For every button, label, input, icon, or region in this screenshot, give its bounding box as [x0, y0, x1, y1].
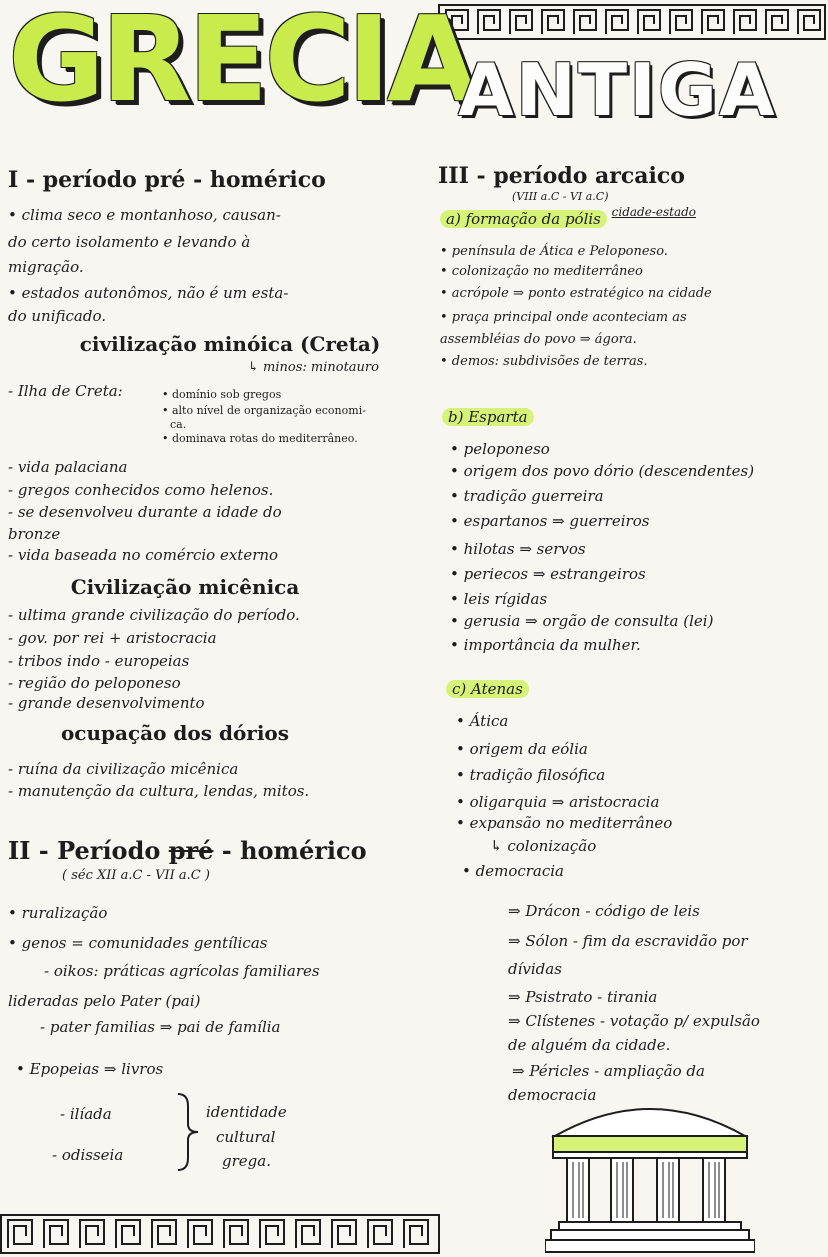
book-item: - odisseia: [52, 1146, 124, 1164]
text-line: • gerusia ⇒ orgão de consulta (lei): [450, 612, 714, 630]
text-line: - vida palaciana: [8, 458, 128, 476]
greek-key-border-bottom: [0, 1214, 440, 1254]
text-line: ⇒ Drácon - código de leis: [508, 902, 700, 920]
text-line: - oikos: práticas agrícolas familiares: [44, 962, 320, 980]
text-line: • praça principal onde aconteciam as: [440, 310, 687, 325]
books-note: grega.: [222, 1152, 271, 1170]
text-line: - gregos conhecidos como helenos.: [8, 481, 274, 499]
books-note: identidade: [206, 1103, 287, 1121]
text-line: • colonização no mediterrâneo: [440, 264, 643, 279]
section3-sub: (VIII a.C - VI a.C): [512, 190, 609, 203]
text-line: • acrópole ⇒ ponto estratégico na cidade: [440, 286, 712, 301]
text-line: dívidas: [508, 960, 562, 978]
subsection-c-label: c) Atenas: [446, 680, 529, 698]
text-line: • espartanos ⇒ guerreiros: [450, 512, 650, 530]
minoica-sub: ↳ minos: minotauro: [248, 360, 379, 375]
ilha-label: - Ilha de Creta:: [8, 382, 123, 400]
text-line: • leis rígidas: [450, 590, 548, 608]
text-line: • tradição guerreira: [450, 487, 604, 505]
ilha-point: • dominava rotas do mediterrâneo.: [162, 432, 358, 445]
subsection-b-label: b) Esparta: [442, 408, 534, 426]
minoica-heading: civilização minóica (Creta): [79, 332, 381, 356]
section2-heading-suffix: - homérico: [221, 836, 367, 865]
text-line: - gov. por rei + aristocracia: [8, 629, 217, 647]
section1-heading: I - período pré - homérico: [8, 167, 326, 193]
micenica-heading: Civilização micênica: [70, 575, 300, 599]
subsection-a: [440, 205, 697, 228]
text-line: lideradas pelo Pater (pai): [8, 992, 201, 1010]
text-line: bronze: [8, 525, 61, 543]
text-line: • ruralização: [8, 904, 108, 922]
text-line: • democracia: [462, 862, 565, 880]
curly-brace: [174, 1092, 202, 1172]
text-line: democracia: [508, 1086, 597, 1104]
section3-heading: III - período arcaico: [438, 163, 685, 189]
dorios-heading: ocupação dos dórios: [60, 721, 290, 745]
ilha-point: ca.: [170, 418, 187, 431]
text-line: - ruína da civilização micênica: [8, 760, 239, 778]
text-line: do certo isolamento e levando à: [8, 233, 251, 251]
text-line: • periecos ⇒ estrangeiros: [450, 565, 646, 583]
greek-key-border-top: [438, 4, 826, 40]
text-line: ⇒ Péricles - ampliação da: [512, 1062, 705, 1080]
text-line: • clima seco e montanhoso, causan-: [8, 206, 281, 224]
text-line: ⇒ Sólon - fim da escravidão por: [508, 932, 748, 950]
text-line: migração.: [8, 258, 84, 276]
text-line: ⇒ Clístenes - votação p/ expulsão: [508, 1012, 760, 1030]
text-line: • oligarquia ⇒ aristocracia: [456, 793, 660, 811]
subsection-b: [442, 408, 534, 426]
section2-sub: ( séc XII a.C - VII a.C ): [62, 868, 210, 883]
text-line: • genos = comunidades gentílicas: [8, 934, 268, 952]
text-line: do unificado.: [8, 307, 107, 325]
greek-temple-drawing: [545, 1088, 755, 1254]
text-line: - manutenção da cultura, lendas, mitos.: [8, 782, 310, 800]
text-line: - pater familias ⇒ pai de família: [40, 1018, 281, 1036]
page-subtitle: ANTIGA: [458, 48, 777, 132]
text-line: - ultima grande civilização do período.: [8, 606, 300, 624]
text-line: • origem da eólia: [456, 740, 588, 758]
section2-heading-prefix: II - Período: [8, 836, 161, 865]
text-line: • peloponeso: [450, 440, 550, 458]
text-line: • Epopeias ⇒ livros: [16, 1060, 164, 1078]
subsection-a-label: a) formação da pólis: [440, 210, 607, 228]
ilha-point: • alto nível de organização economi-: [162, 404, 366, 417]
text-line: - grande desenvolvimento: [8, 694, 205, 712]
text-line: - tribos indo - europeias: [8, 652, 190, 670]
book-item: - ilíada: [60, 1105, 112, 1123]
subsection-a-note: cidade-estado: [611, 205, 697, 219]
text-line: • tradição filosófica: [456, 766, 606, 784]
text-line: assembléias do povo ⇒ ágora.: [440, 332, 637, 347]
page-title: GRECIA: [8, 0, 475, 128]
section2-heading: [8, 838, 367, 864]
section2-heading-struck: pré: [168, 836, 214, 865]
text-line: • origem dos povo dório (descendentes): [450, 462, 755, 480]
text-line: - vida baseada no comércio externo: [8, 546, 279, 564]
text-line: ↳ colonização: [490, 837, 597, 855]
ilha-point: • domínio sob gregos: [162, 388, 282, 401]
text-line: • estados autonômos, não é um esta-: [8, 284, 289, 302]
books-note: cultural: [216, 1128, 276, 1146]
text-line: • hilotas ⇒ servos: [450, 540, 586, 558]
text-line: • península de Ática e Peloponeso.: [440, 244, 668, 259]
text-line: ⇒ Psistrato - tirania: [508, 988, 658, 1006]
text-line: • importância da mulher.: [450, 636, 641, 654]
text-line: • Ática: [456, 712, 509, 730]
text-line: - se desenvolveu durante a idade do: [8, 503, 282, 521]
text-line: de alguém da cidade.: [508, 1036, 671, 1054]
text-line: - região do peloponeso: [8, 674, 181, 692]
text-line: • expansão no mediterrâneo: [456, 814, 673, 832]
subsection-c: [446, 680, 529, 698]
text-line: • demos: subdivisões de terras.: [440, 354, 648, 369]
